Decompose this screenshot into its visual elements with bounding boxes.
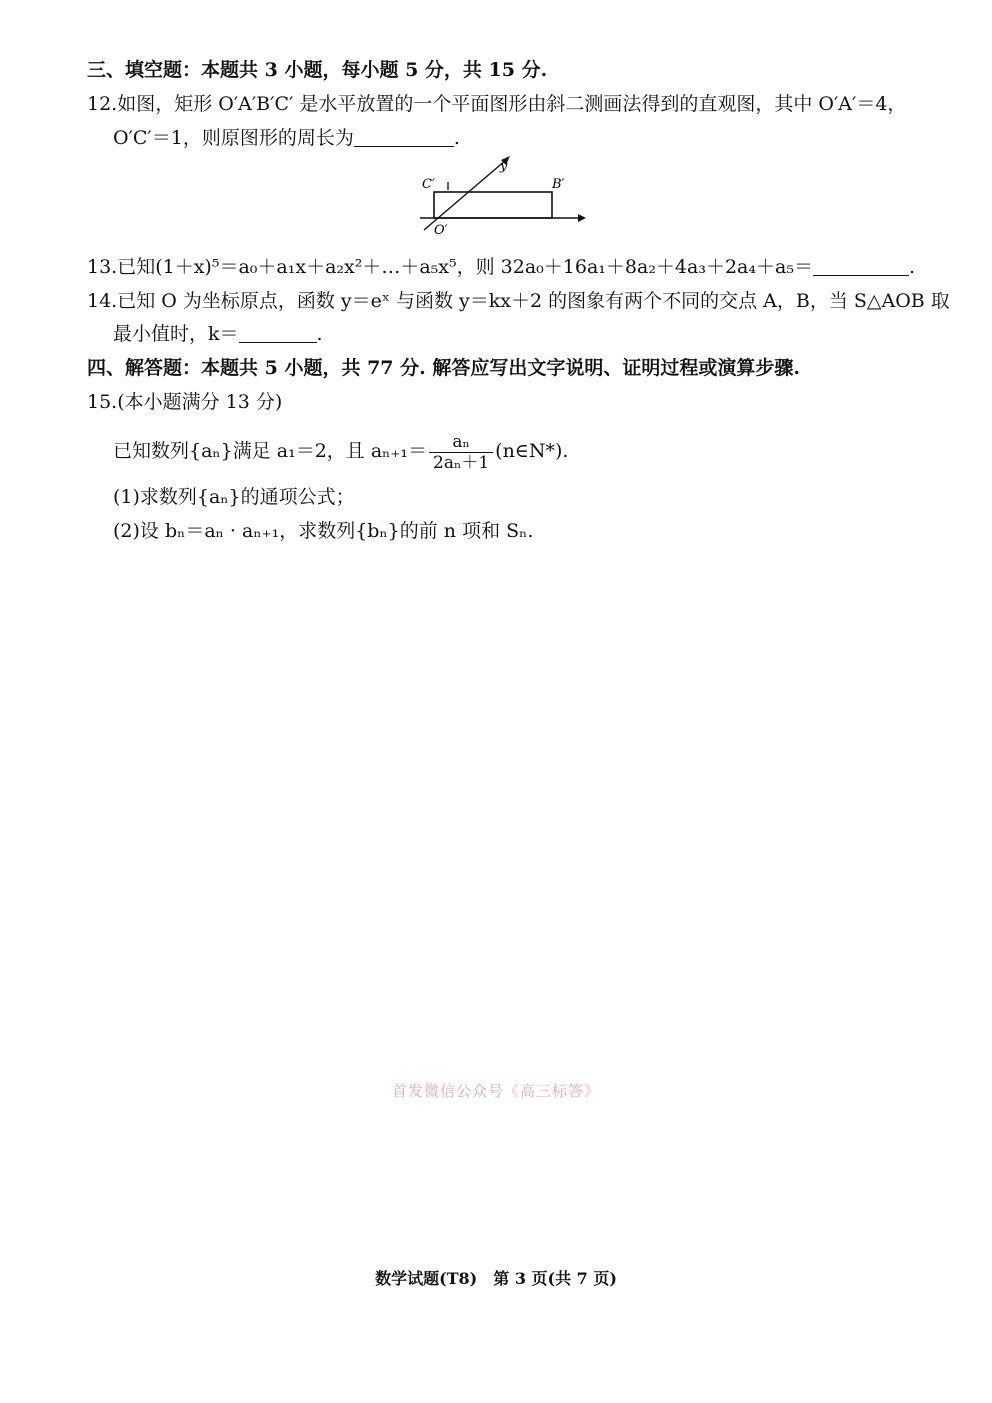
q15-fraction	[429, 432, 493, 473]
q12-answer-blank[interactable]	[354, 128, 454, 147]
label-c: C′	[422, 177, 435, 192]
q15-score: (本小题满分 13 分)	[117, 391, 283, 413]
y-axis	[424, 160, 506, 230]
section3-heading: 三、填空题：本题共 3 小题，每小题 5 分，共 15 分.	[87, 59, 548, 81]
section4-heading: 四、解答题：本题共 5 小题，共 77 分. 解答应写出文字说明、证明过程或演算步骤.	[87, 357, 800, 379]
label-b: B′	[552, 177, 565, 192]
q14-text-line2: 最小值时，k＝	[113, 323, 239, 345]
q13-period: .	[908, 256, 915, 278]
q12-figure	[410, 152, 590, 237]
q15-number: 15.	[87, 391, 118, 413]
q13-text: 已知(1＋x)⁵＝a₀＋a₁x＋a₂x²＋…＋a₅x⁵，则 32a₀＋16a₁＋8a₂＋4a₃＋2a₄＋a₅＝	[117, 256, 813, 278]
label-o: O′	[434, 223, 448, 237]
q15-stem	[113, 428, 568, 474]
q12-text-line1: 如图，矩形 O′A′B′C′ 是水平放置的一个平面图形由斜二测画法得到的直观图，其中 O′A′＝4，	[117, 93, 907, 115]
q15-part2: (2)设 bₙ＝aₙ · aₙ₊₁，求数列{bₙ}的前 n 项和 Sₙ.	[113, 520, 534, 542]
q14-period: .	[316, 323, 323, 345]
label-y: y	[500, 159, 508, 174]
q14-text-line1: 已知 O 为坐标原点，函数 y＝eˣ 与函数 y＝kx＋2 的图象有两个不同的交点 A，B，当 S△AOB 取	[117, 290, 950, 312]
watermark: 首发微信公众号《高三标答》	[391, 1082, 600, 1100]
q15-part1: (1)求数列{aₙ}的通项公式；	[113, 486, 355, 508]
q12-text-line2: O′C′＝1，则原图形的周长为	[113, 127, 354, 149]
q13-answer-blank[interactable]	[813, 257, 909, 276]
q14-line2	[113, 321, 323, 347]
q12-line2	[113, 125, 460, 151]
q12-line1	[87, 91, 906, 117]
q15-header	[87, 389, 282, 415]
q15-fraction-denominator: 2aₙ＋1	[429, 452, 493, 473]
x-axis-arrow	[578, 214, 586, 222]
q13-number: 13.	[87, 256, 118, 278]
q12-period: .	[453, 127, 460, 149]
page-footer: 数学试题(T8) 第 3 页(共 7 页)	[375, 1269, 617, 1288]
q15-fraction-numerator: aₙ	[452, 431, 470, 452]
q14-number: 14.	[87, 290, 118, 312]
rectangle-oabc	[434, 192, 552, 218]
q14-answer-blank[interactable]	[239, 324, 317, 343]
question-13	[87, 254, 915, 280]
q14-line1	[87, 288, 950, 314]
q15-stem-text: 已知数列{aₙ}满足 a₁＝2，且 aₙ₊₁＝	[113, 440, 428, 462]
q15-stem-domain: (n∈N*).	[495, 440, 569, 462]
q12-number: 12.	[87, 93, 118, 115]
